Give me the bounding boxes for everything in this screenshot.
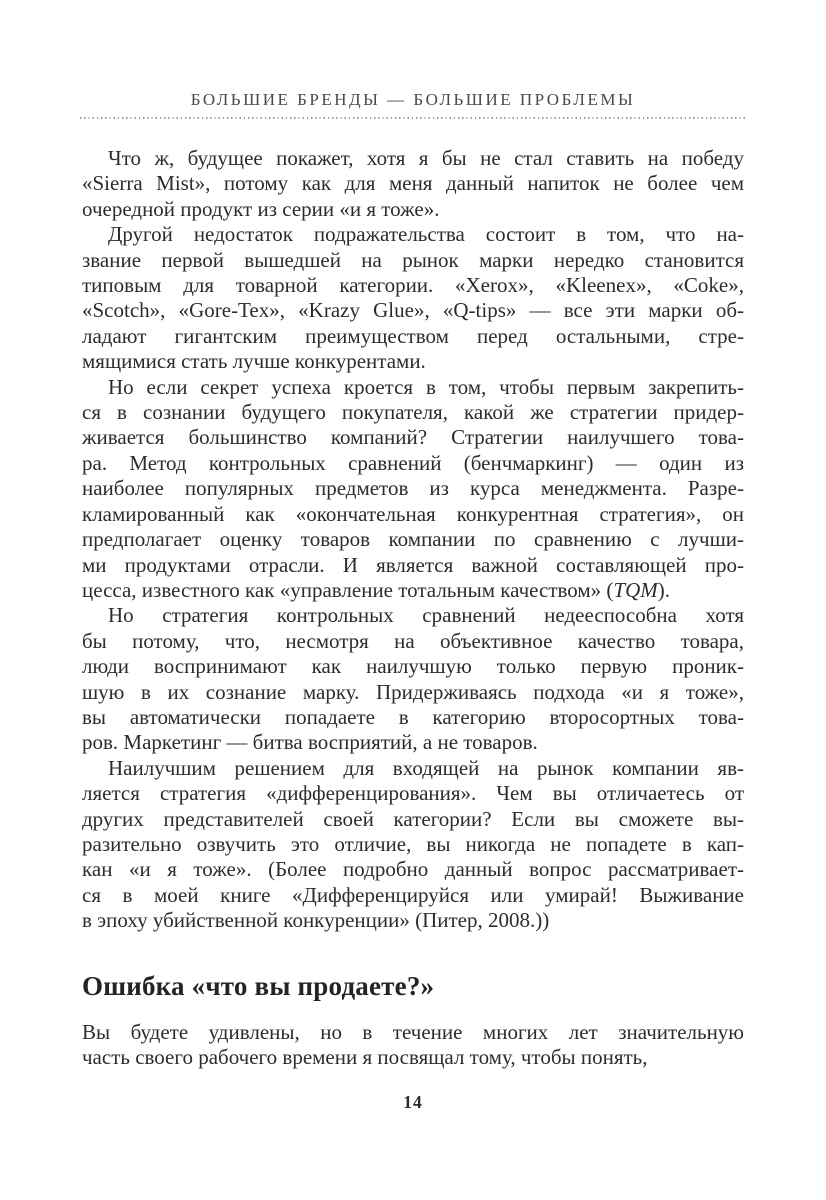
text-line: очередной продукт из серии «и я тоже». [82, 196, 440, 221]
text-line: ся в сознании будущего покупателя, какой же стратегии придер- [82, 400, 744, 425]
section-heading: Ошибка «что вы продаете?» [82, 970, 435, 1001]
text-line: живается большинство компаний? Стратегии наилучшего това- [82, 425, 744, 450]
paragraph [82, 146, 744, 222]
text-line: ров. Маркетинг — битва восприятий, а не товаров. [82, 730, 538, 755]
text-line: Наилучшим решением для входящей на рынок компании яв- [108, 755, 744, 780]
text-line: кан «и я тоже». (Более подробно данный вопрос рассматривает- [82, 857, 744, 882]
text-line: вы автоматически попадаете в категорию второсортных това- [82, 704, 744, 729]
text-line: разительно озвучить это отличие, вы никогда не попадете в кап- [82, 831, 744, 856]
text-line: кламированный как «окончательная конкурентная стратегия», он [82, 501, 744, 526]
text-line: шую в их сознание марку. Придерживаясь подхода «и я тоже», [82, 679, 744, 704]
page-number: 14 [403, 1092, 423, 1112]
text-line: наиболее популярных предметов из курса менеджмента. Разре- [82, 476, 744, 501]
text-line: Вы будете удивлены, но в течение многих лет значительную [82, 1019, 744, 1044]
text-line: люди воспринимают как наилучшую только первую проник- [82, 654, 744, 679]
paragraph [82, 375, 744, 604]
text-line: предполагает оценку товаров компании по сравнению с лучши- [82, 527, 744, 552]
text-line: ся в моей книге «Дифференцируйся или умирай! Выживание [82, 882, 744, 907]
text-line: Что ж, будущее покажет, хотя я бы не стал ставить на победу [108, 146, 744, 170]
text-line: Но стратегия контрольных сравнений недееспособна хотя [108, 603, 744, 628]
text-line: ладают гигантским преимуществом перед остальными, стре- [82, 323, 744, 348]
text-line: звание первой вышедшей на рынок марки нередко становится [82, 247, 744, 272]
text-line: «Sierra Mist», потому как для меня данный напиток не более чем [82, 171, 744, 196]
paragraph [82, 1020, 744, 1071]
text-line: в эпоху убийственной конкуренции» (Питер, 2008.)) [82, 908, 550, 933]
text-line: типовым для товарной категории. «Xerox», «Kleenex», «Coke», [82, 273, 744, 298]
text-line: Другой недостаток подражательства состоит в том, что на- [108, 222, 744, 247]
text-line: других представителей своей категории? Если вы сможете вы- [82, 806, 744, 831]
text-line: ми продуктами отрасли. И является важной составляющей про- [82, 552, 744, 577]
text-line: Но если секрет успеха кроется в том, чтобы первым закрепить- [108, 374, 744, 399]
paragraph [82, 756, 744, 934]
text-line: бы потому, что, несмотря на объективное качество товара, [82, 628, 744, 653]
text-line: цесса, известного как «управление тотальным качеством» (TQM). [82, 577, 671, 602]
page-body [82, 146, 744, 1070]
text-line: часть своего рабочего времени я посвящал тому, чтобы понять, [82, 1045, 648, 1069]
text-line: ляется стратегия «дифференцирования». Чем вы отличаетесь от [82, 781, 744, 806]
running-head: БОЛЬШИЕ БРЕНДЫ — БОЛЬШИЕ ПРОБЛЕМЫ [190, 90, 636, 109]
text-line: «Scotch», «Gore-Tex», «Krazy Glue», «Q-tips» — все эти марки об- [82, 298, 744, 323]
paragraph [82, 603, 744, 755]
dotted-rule [80, 117, 746, 119]
text-line: мящимися стать лучше конкурентами. [82, 349, 426, 374]
paragraph [82, 222, 744, 374]
text-line: ра. Метод контрольных сравнений (бенчмаркинг) — один из [82, 450, 744, 475]
